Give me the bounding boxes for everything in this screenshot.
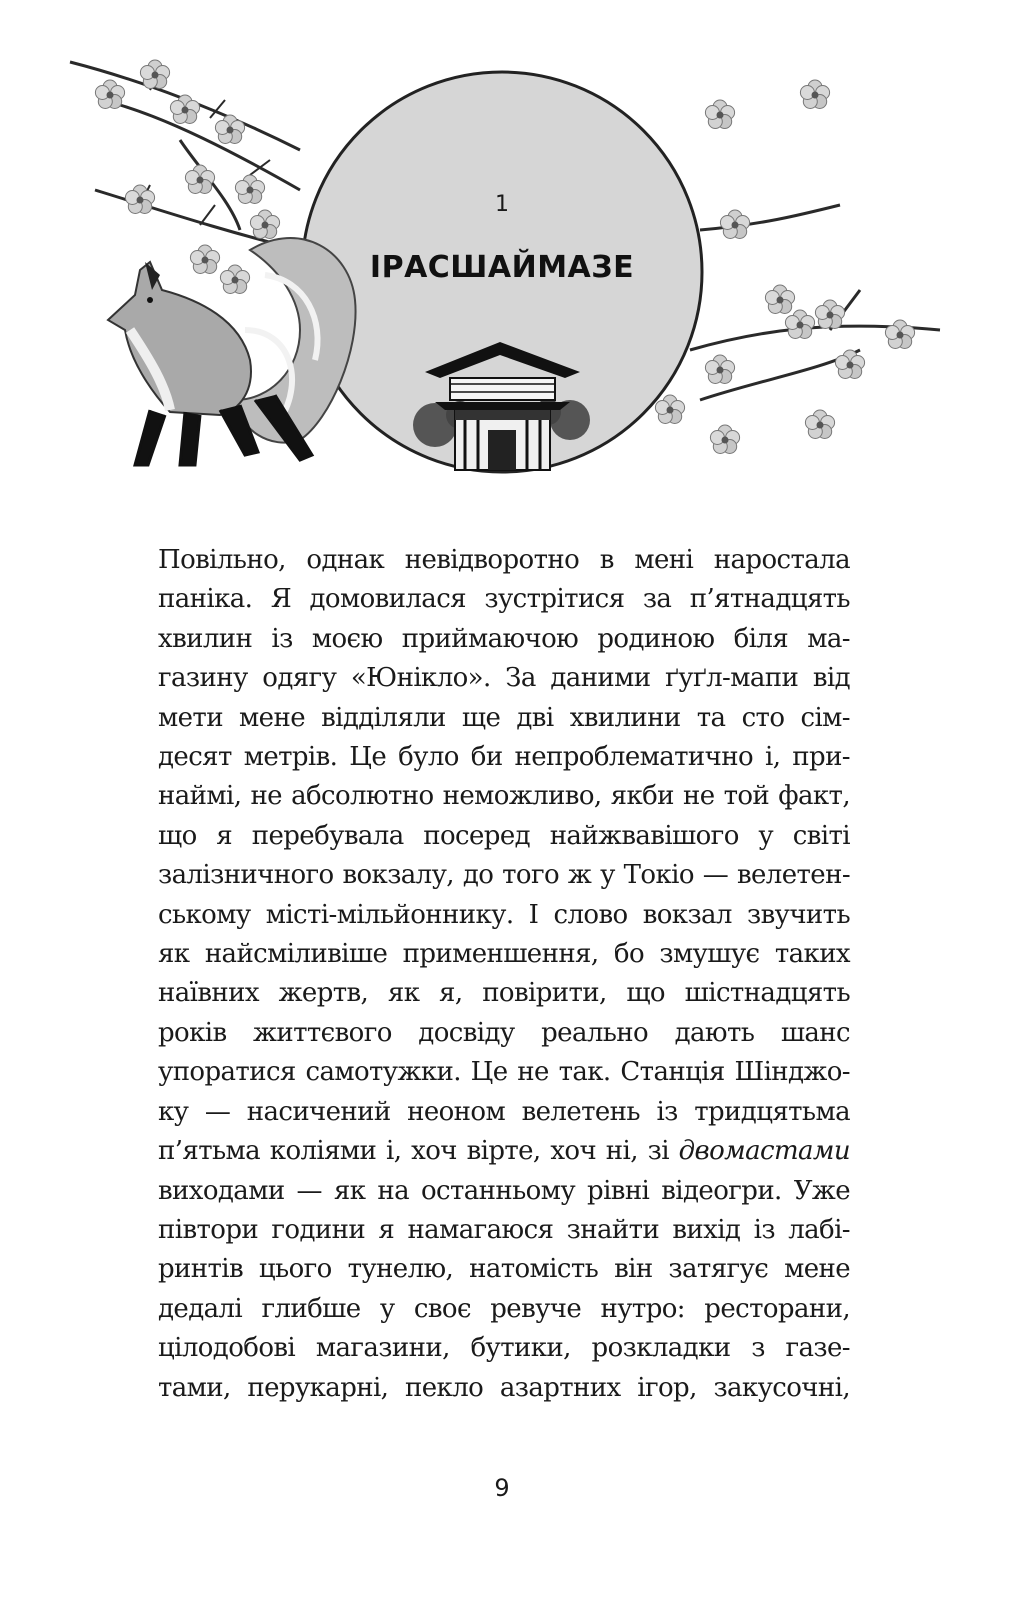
text-line: газину одягу «Юнікло». За даними ґуґл-мапи від bbox=[158, 663, 850, 694]
italic-word: двомастами bbox=[678, 1136, 850, 1167]
chapter-title: ІРАСШАЙМАЗЕ bbox=[369, 250, 635, 285]
text-line: паніка. Я домовилася зустрітися за п’ятнадцять bbox=[158, 584, 850, 615]
chapter-number: 1 bbox=[495, 192, 509, 217]
text-line: упоратися самотужки. Це не так. Станція Шінджо- bbox=[158, 1057, 850, 1088]
text-line: що я перебувала посеред найжвавішого у світі bbox=[158, 820, 850, 851]
text-line: залізничного вокзалу, до того ж у Токіо — велетен- bbox=[158, 860, 850, 891]
text-line: дедалі глибше у своє ревуче нутро: ресторани, bbox=[158, 1293, 850, 1324]
text-line: як найсміливіше применшення, бо змушує таких bbox=[158, 939, 850, 970]
text-line: тами, перукарні, пекло азартних ігор, закусочні, bbox=[158, 1372, 850, 1403]
text-segment: п’ятьма коліями і, хоч вірте, хоч ні, зі bbox=[158, 1136, 679, 1167]
text-line: хвилин із моєю приймаючою родиною біля ма- bbox=[158, 623, 850, 654]
text-line: півтори години я намагаюся знайти вихід із лабі- bbox=[158, 1214, 850, 1245]
text-line: років життєвого досвіду реально дають шанс bbox=[158, 1017, 850, 1048]
text-line: ку — насичений неоном велетень із тридцятьма bbox=[158, 1096, 850, 1127]
page-number: 9 bbox=[494, 1474, 510, 1502]
text-line: мети мене відділяли ще дві хвилини та сто сім- bbox=[158, 702, 850, 733]
text-line: ському місті-мільйоннику. І слово вокзал звучить bbox=[158, 899, 850, 930]
text-line: наймі, не абсолютно неможливо, якби не той факт, bbox=[158, 781, 850, 812]
text-line: десят метрів. Це було би непроблематично і, при- bbox=[158, 742, 850, 773]
text-line bbox=[158, 1132, 850, 1171]
text-line: ринтів цього тунелю, натомість він затягує мене bbox=[158, 1254, 850, 1285]
body-text bbox=[158, 541, 850, 1408]
text-line: виходами — як на останньому рівні відеогри. Уже bbox=[158, 1175, 850, 1206]
text-line: Повільно, однак невідворотно в мені наростала bbox=[158, 545, 850, 575]
text-line: цілодобові магазини, бутики, розкладки з газе- bbox=[158, 1333, 850, 1364]
text-line: наївних жертв, як я, повірити, що шістнадцять bbox=[158, 978, 850, 1009]
